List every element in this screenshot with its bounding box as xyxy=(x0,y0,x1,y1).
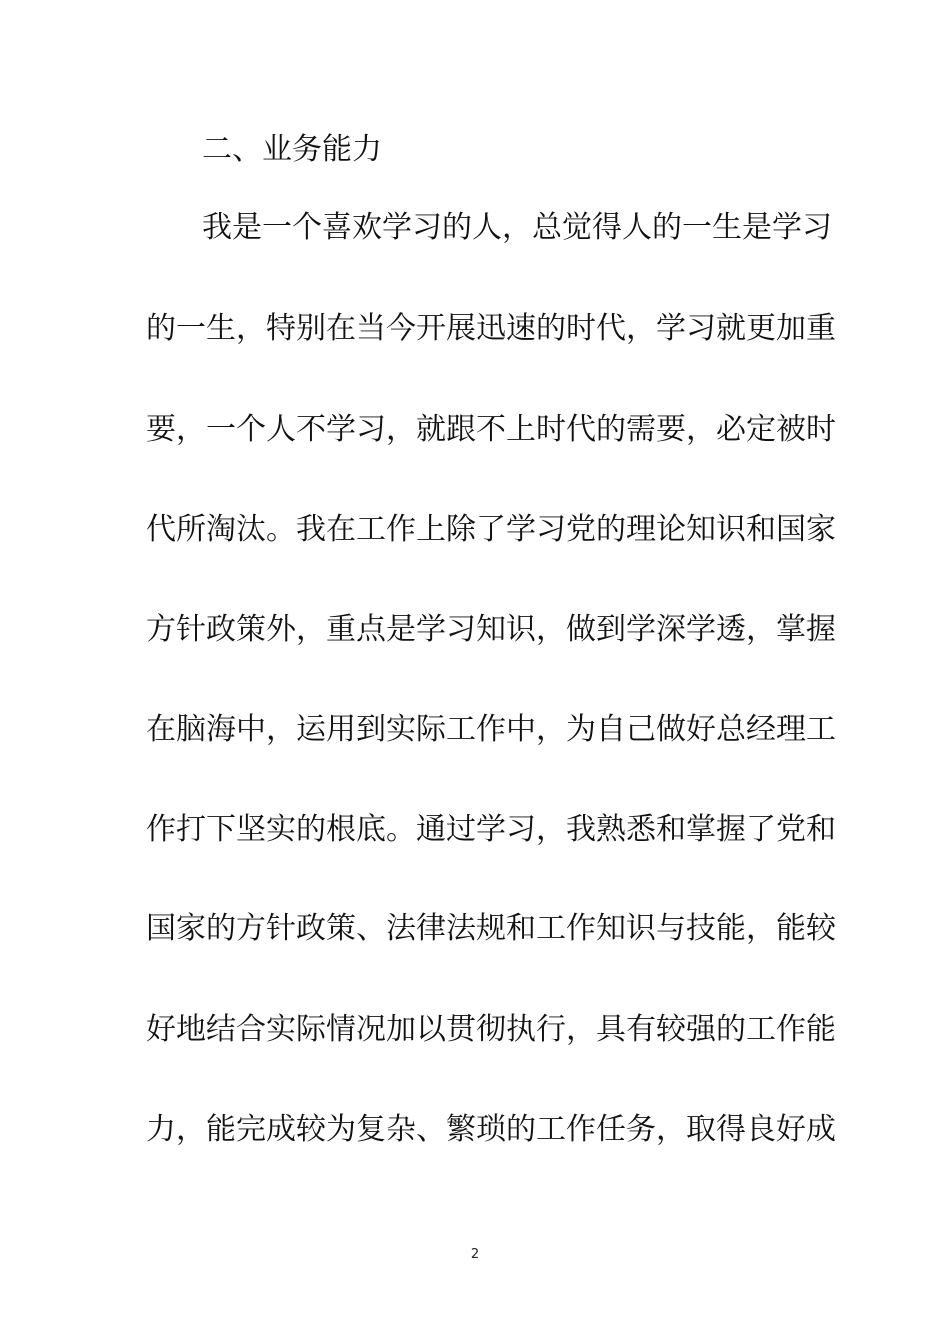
paragraph-line: 国家的方针政策、法律法规和工作知识与技能，能较 xyxy=(146,911,836,946)
paragraph-line: 的一生，特别在当今开展迅速的时代，学习就更加重 xyxy=(146,311,836,346)
paragraph-line: 好地结合实际情况加以贯彻执行，具有较强的工作能 xyxy=(146,1012,836,1047)
section-heading: 二、业务能力 xyxy=(202,132,382,167)
paragraph-line: 要，一个人不学习，就跟不上时代的需要，必定被时 xyxy=(146,412,836,447)
paragraph-line: 我是一个喜欢学习的人，总觉得人的一生是学习 xyxy=(202,210,832,245)
page-number: 2 xyxy=(470,1247,480,1262)
paragraph-line: 方针政策外，重点是学习知识，做到学深学透，掌握 xyxy=(146,612,836,647)
paragraph-line: 作打下坚实的根底。通过学习，我熟悉和掌握了党和 xyxy=(146,812,836,847)
paragraph-line: 力，能完成较为复杂、繁琐的工作任务，取得良好成 xyxy=(146,1112,836,1147)
paragraph-line: 代所淘汰。我在工作上除了学习党的理论知识和国家 xyxy=(146,512,836,547)
paragraph-line: 在脑海中，运用到实际工作中，为自己做好总经理工 xyxy=(146,712,836,747)
